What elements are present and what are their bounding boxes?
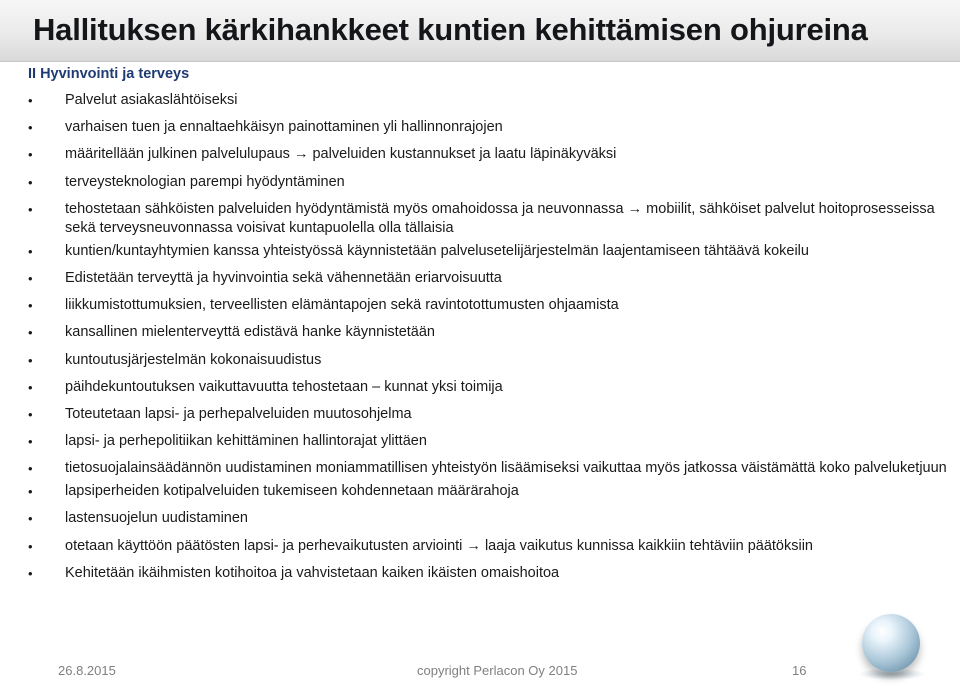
list-item-text: Kehitetään ikäihmisten kotihoitoa ja vahvistetaan kaiken ikäisten omaishoitoa (65, 564, 560, 581)
list-item (0, 351, 960, 370)
list-item (0, 564, 960, 583)
list-item (0, 323, 960, 342)
list-item-text: Toteutetaan lapsi- ja perhepalveluiden muutosohjelma (65, 405, 412, 422)
footer-copyright: copyright Perlacon Oy 2015 (417, 663, 578, 678)
arrow-right-icon: → (293, 146, 309, 163)
list-item (0, 145, 960, 164)
list-item (0, 173, 960, 192)
list-item-text: kuntien/kuntayhtymien kanssa yhteistyössä käynnistetään palvelusetelijärjestelmän laajentamiseen tähtäävä kokeilu (65, 242, 809, 259)
list-item (0, 459, 960, 478)
title-bar (0, 0, 960, 62)
bullet-dot-icon: • (28, 511, 33, 527)
bullet-dot-icon: • (28, 406, 33, 422)
bullet-dot-icon: • (28, 93, 33, 108)
bullet-dot-icon: • (28, 565, 33, 581)
bullet-dot-icon: • (28, 352, 33, 368)
list-item (0, 509, 960, 528)
list-item (0, 269, 960, 288)
list-item-consequence-text: laaja vaikutus kunnissa kaikkiin tehtäviin päätöksiin (484, 537, 813, 554)
list-item-text: kansallinen mielenterveyttä edistävä hanke käynnistetään (65, 324, 435, 341)
list-item-text: määritellään julkinen palvelulupaus (65, 146, 290, 163)
arrow-right-icon: → (466, 537, 481, 554)
bullet-dot-icon: • (28, 201, 33, 217)
list-item (0, 296, 960, 315)
list-item (0, 432, 960, 451)
bullet-dot-icon: • (28, 434, 33, 450)
list-item-text: terveysteknologian parempi hyödyntäminen (65, 173, 345, 190)
bullet-dot-icon: • (28, 147, 33, 163)
bullet-dot-icon: • (28, 461, 33, 477)
list-item-text: päihdekuntoutuksen vaikuttavuutta tehostetaan – kunnat yksi toimija (65, 378, 503, 395)
list-item-consequence-text: palveluiden kustannukset ja laatu läpinäkyväksi (312, 146, 617, 163)
bullet-dot-icon: • (28, 298, 33, 314)
bullet-dot-icon: • (28, 270, 33, 286)
footer-date: 26.8.2015 (58, 663, 116, 678)
section-heading: II Hyvinvointi ja terveys (28, 66, 190, 82)
list-item (0, 482, 960, 501)
list-item (0, 91, 960, 110)
bullet-dot-icon: • (28, 379, 33, 395)
list-item-text: liikkumistottumuksien, terveellisten elämäntapojen sekä ravintotottumusten ohjaamista (65, 297, 619, 314)
list-item-text: tietosuojalainsäädännön uudistaminen moniammatillisen yhteistyön lisäämiseksi vaikuttaa myös jatkossa väistämättä koko palveluketjuun (65, 460, 947, 477)
list-item-text: Palvelut asiakaslähtöiseksi (65, 92, 238, 108)
list-item-text: kuntoutusjärjestelmän kokonaisuudistus (65, 351, 322, 368)
bullet-list (0, 91, 960, 591)
list-item-text: otetaan käyttöön päätösten lapsi- ja perhevaikutusten arviointi (65, 537, 463, 554)
bullet-dot-icon: • (28, 243, 33, 259)
list-item (0, 405, 960, 424)
bullet-dot-icon: • (28, 120, 33, 136)
list-item-text: tehostetaan sähköisten palveluiden hyödyntämistä myös omahoidossa ja neuvonnassa (65, 200, 624, 217)
list-item (0, 200, 960, 238)
bullet-dot-icon: • (28, 538, 33, 554)
list-item-text: lapsi- ja perhepolitiikan kehittäminen hallintorajat ylittäen (65, 433, 427, 450)
list-item-text: lapsiperheiden kotipalveluiden tukemiseen kohdennetaan määrärahoja (65, 483, 519, 500)
pearl-logo-icon (862, 614, 920, 672)
bullet-dot-icon: • (28, 174, 33, 190)
list-item-text: lastensuojelun uudistaminen (65, 510, 248, 527)
bullet-dot-icon: • (28, 484, 33, 500)
list-item-consequence-text: mobiilit, sähköiset palvelut hoitoprosesseissa sekä terveysneuvonnassa voisivat kuntapuolella olla tällaisia (65, 200, 935, 236)
list-item (0, 537, 960, 556)
list-item-text: varhaisen tuen ja ennaltaehkäisyn painottaminen yli hallinnonrajojen (65, 119, 503, 136)
list-item (0, 378, 960, 397)
slide-title: Hallituksen kärkihankkeet kuntien kehittämisen ohjureina (33, 12, 868, 47)
arrow-right-icon: → (627, 200, 643, 217)
bullet-dot-icon: • (28, 325, 33, 341)
list-item (0, 242, 960, 261)
list-item-text: Edistetään terveyttä ja hyvinvointia sekä vähennetään eriarvoisuutta (65, 269, 502, 286)
footer-page-number: 16 (792, 663, 807, 678)
list-item (0, 118, 960, 137)
